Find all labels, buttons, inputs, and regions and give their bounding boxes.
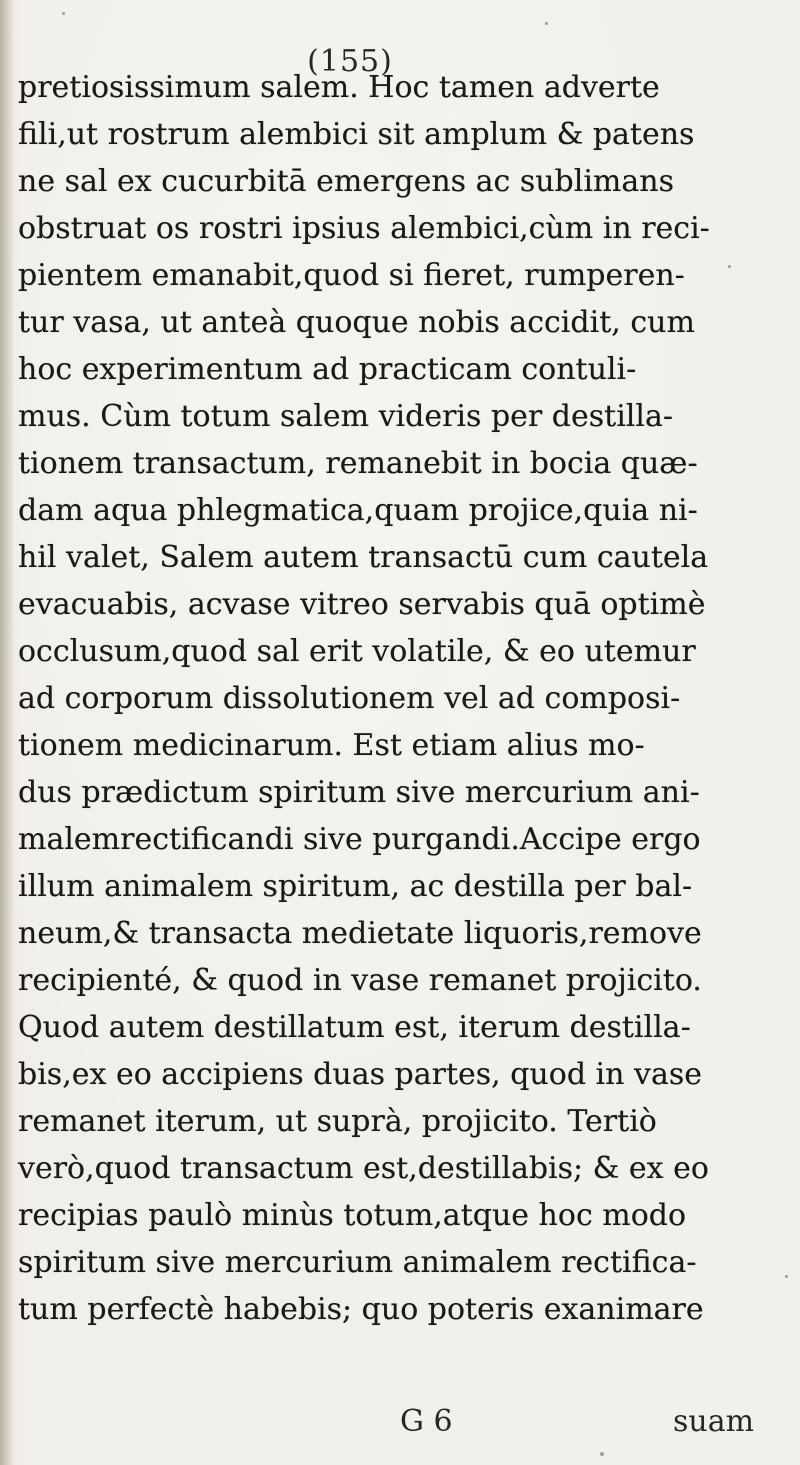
text-line-2: fili,ut rostrum alembici sit amplum & patens — [18, 117, 695, 152]
text-line-12: evacuabis, acvase vitreo servabis quā optimè — [18, 587, 706, 622]
text-line-7: hoc experimentum ad practicam contuli- — [18, 352, 637, 387]
page-footer — [0, 1402, 800, 1442]
text-line-15: tionem medicinarum. Est etiam alius mo- — [18, 728, 645, 763]
ink-speck — [600, 1452, 604, 1456]
text-line-24: verò,quod transactum est,destillabis; & ex eo — [18, 1151, 709, 1186]
text-line-13: occlusum,quod sal erit volatile, & eo utemur — [18, 634, 696, 669]
text-line-5: pientem emanabit,quod si fieret, rumperen- — [18, 258, 685, 293]
text-line-11: hil valet, Salem autem transactū cum cautela — [18, 540, 709, 575]
text-line-1: pretiosissimum salem. Hoc tamen adverte — [18, 70, 660, 105]
ink-speck — [728, 265, 731, 268]
text-line-23: remanet iterum, ut suprà, projicito. Tertiò — [18, 1104, 657, 1139]
text-line-4: obstruat os rostri ipsius alembici,cùm in reci- — [18, 211, 710, 246]
page-number: (155) — [307, 44, 393, 79]
signature-mark: G 6 — [400, 1404, 453, 1439]
ink-speck — [785, 1275, 788, 1278]
text-line-25: recipias paulò minùs totum,atque hoc modo — [18, 1198, 687, 1233]
text-line-19: neum,& transacta medietate liquoris,remove — [18, 916, 702, 951]
text-line-3: ne sal ex cucurbitā emergens ac sublimans — [18, 164, 674, 199]
binding-edge — [0, 0, 14, 1465]
text-line-14: ad corporum dissolutionem vel ad composi- — [18, 681, 681, 716]
text-line-26: spiritum sive mercurium animalem rectifica- — [18, 1245, 697, 1280]
text-line-16: dus prædictum spiritum sive mercurium ani- — [18, 775, 700, 810]
ink-speck — [62, 12, 65, 15]
text-line-10: dam aqua phlegmatica,quam projice,quia ni- — [18, 493, 698, 528]
text-line-20: recipienté, & quod in vase remanet projicito. — [18, 963, 702, 998]
ink-speck — [545, 22, 548, 25]
text-line-9: tionem transactum, remanebit in bocia quæ- — [18, 446, 698, 481]
catchword: suam — [673, 1404, 755, 1439]
text-line-27: tum perfectè habebis; quo poteris exanimare — [18, 1292, 704, 1327]
text-line-21: Quod autem destillatum est, iterum destilla- — [18, 1010, 691, 1045]
text-line-8: mus. Cùm totum salem videris per destilla- — [18, 399, 674, 434]
text-line-6: tur vasa, ut anteà quoque nobis accidit, cum — [18, 305, 695, 340]
text-line-22: bis,ex eo accipiens duas partes, quod in vase — [18, 1057, 702, 1092]
text-line-17: malemrectificandi sive purgandi.Accipe ergo — [18, 822, 701, 857]
text-line-18: illum animalem spiritum, ac destilla per bal- — [18, 869, 693, 904]
